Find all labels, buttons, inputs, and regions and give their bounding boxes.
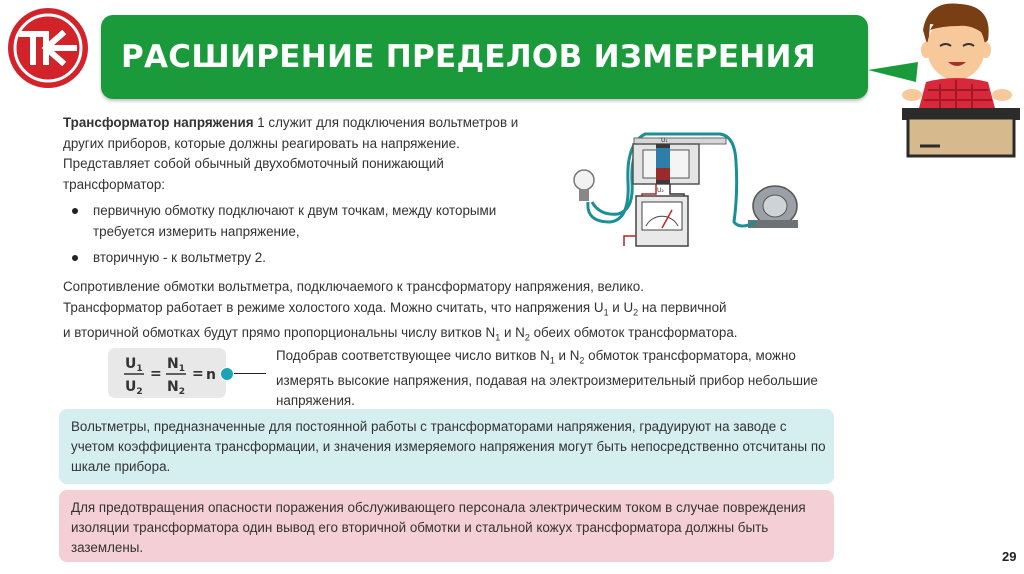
formula-note: Подобрав соответствующее число витков $N_1$ и $N_2$ обмоток трансформатора, можно измерять высокие напряжения, подавая на электроизмерительный прибор небольшие напряжения.: [276, 348, 818, 408]
list-item: [72, 248, 542, 269]
connector-dot-icon: [220, 367, 234, 381]
info-box: [59, 409, 834, 484]
formula-equals: =: [192, 366, 204, 382]
bullet-text: первичную обмотку подключают к двум точкам, между которыми требуется измерить напряжение,: [93, 203, 497, 239]
paragraph-line: и вторичной обмотках будут прямо пропорциональны числу витков $N_1$ и $N_2$ обеих обмоток трансформатора.: [63, 324, 738, 343]
formula-n: n: [206, 367, 216, 383]
paragraph-line: Трансформатор работает в режиме холостого хода. Можно считать, что напряжения $U_1$ и $U_2$ на первичной: [63, 299, 727, 318]
formula-n1: $N_1$: [167, 356, 185, 374]
page-title: РАСШИРЕНИЕ ПРЕДЕЛОВ ИЗМЕРЕНИЯ: [121, 39, 816, 75]
main-paragraph: [63, 277, 823, 348]
formula-box: [108, 348, 226, 398]
bullet-text: вторичную - к вольтметру 2.: [93, 250, 266, 265]
formula-equals: =: [150, 366, 162, 382]
intro-text: [63, 113, 543, 195]
paragraph-line: Сопротивление обмотки вольтметра, подключаемого к трансформатору напряжения, велико.: [63, 279, 644, 294]
u1-label: U₁: [661, 137, 668, 144]
u2-label: U₂: [657, 187, 664, 194]
intro-description: 1 служит для подключения вольтметров и других приборов, которые должны реагировать на напряжение. Представляет собой обычный двухобмоточный понижающий трансформатор:: [63, 115, 519, 192]
bullet-list: [72, 201, 542, 275]
formula-n2: $N_2$: [167, 379, 185, 397]
intro-term: Трансформатор напряжения: [63, 115, 254, 130]
formula-u1: $U_1$: [125, 356, 143, 374]
list-item: [72, 201, 542, 242]
warning-box: [59, 490, 834, 562]
page-number: 29: [1002, 549, 1017, 564]
bullet-dot-icon: [72, 255, 78, 261]
warning-text: Для предотвращения опасности поражения обслуживающего персонала электрическим током в случае повреждения изоляции трансформатора один вывод его вторичной обмотки и стальной кожух трансформатора должны быть заземлены.: [71, 500, 806, 555]
transformer-circuit-icon: [570, 122, 805, 252]
formula-u2: $U_2$: [125, 379, 143, 397]
presenter-icon: [868, 0, 1024, 160]
info-text: Вольтметры, предназначенные для постоянной работы с трансформаторами напряжения, градуируют на заводе с учетом коэффициента трансформации, и значения измеряемого напряжения могут быть непосредственно отсчитаны по шкале прибора.: [71, 419, 826, 474]
title-banner: [101, 15, 868, 99]
bullet-dot-icon: [72, 208, 78, 214]
logo-icon: [6, 6, 90, 90]
